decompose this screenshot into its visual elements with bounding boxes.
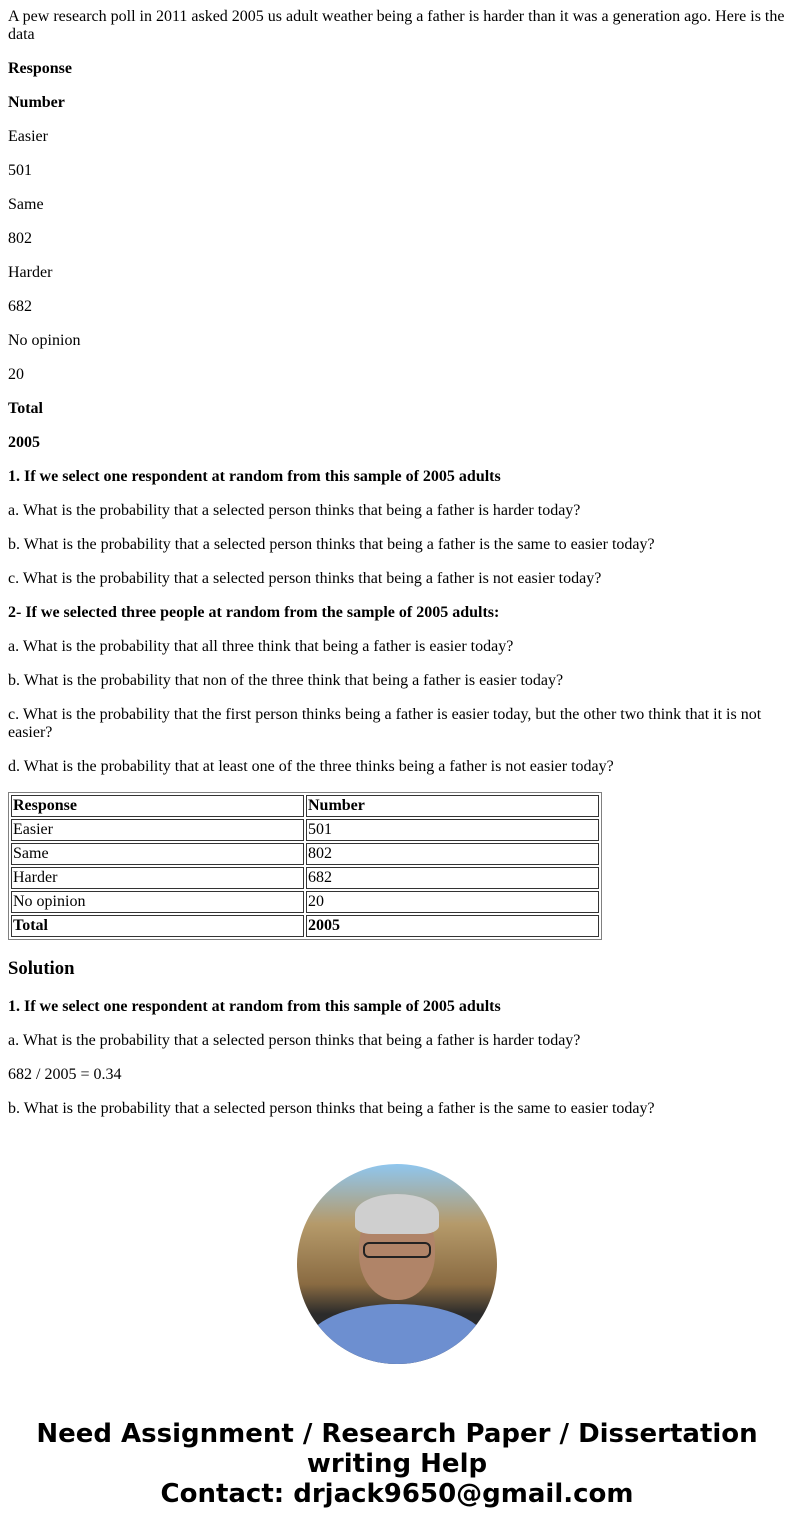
cell: Harder (11, 867, 304, 889)
table-total-row (11, 915, 599, 937)
q2-heading: 2- If we selected three people at random from the sample of 2005 adults: (8, 604, 500, 621)
table-row (11, 843, 599, 865)
list-item: 501 (8, 162, 32, 179)
cell: Same (11, 843, 304, 865)
avatar-glasses (363, 1242, 431, 1258)
q2-c: c. What is the probability that the first person thinks being a father is easier today, but the other two think that it is not easier? (8, 706, 762, 741)
list-item: 20 (8, 366, 24, 383)
table-row (11, 819, 599, 841)
list-item: 802 (8, 230, 32, 247)
avatar-shirt (307, 1304, 487, 1364)
cell: Easier (11, 819, 304, 841)
avatar (297, 1164, 497, 1364)
avatar-hair (355, 1194, 439, 1234)
avatar-container (8, 1164, 786, 1369)
intro-text: A pew research poll in 2011 asked 2005 us adult weather being a father is harder than it was a generation ago. Here is the data (8, 8, 785, 43)
cell: 2005 (308, 917, 340, 934)
solution-title: Solution (8, 958, 75, 979)
cell: 20 (306, 891, 599, 913)
table-row (11, 891, 599, 913)
cell: 501 (306, 819, 599, 841)
cell: 802 (306, 843, 599, 865)
footer-line1: Need Assignment / Research Paper / Dissertation writing Help (36, 1419, 758, 1479)
solution-heading: 1. If we select one respondent at random from this sample of 2005 adults (8, 998, 501, 1015)
solution-a-answer: 682 / 2005 = 0.34 (8, 1066, 122, 1083)
list-item: Easier (8, 128, 48, 145)
q2-a: a. What is the probability that all three think that being a father is easier today? (8, 638, 514, 655)
footer-line2: Contact: drjack9650@gmail.com (160, 1479, 634, 1509)
list-header: Number (8, 94, 65, 111)
response-table (8, 792, 602, 940)
list-item: Same (8, 196, 44, 213)
contact-banner (8, 1419, 786, 1509)
list-item: No opinion (8, 332, 81, 349)
cell: 682 (306, 867, 599, 889)
q1-b: b. What is the probability that a selected person thinks that being a father is the same to easier today? (8, 536, 655, 553)
list-header: Response (8, 60, 73, 77)
list-item: 682 (8, 298, 32, 315)
q1-c: c. What is the probability that a selected person thinks that being a father is not easier today? (8, 570, 602, 587)
solution-b: b. What is the probability that a selected person thinks that being a father is the same to easier today? (8, 1100, 655, 1117)
table-header-row (11, 795, 599, 817)
q2-d: d. What is the probability that at least one of the three thinks being a father is not easier today? (8, 758, 614, 775)
list-item: Harder (8, 264, 53, 281)
table-row (11, 867, 599, 889)
cell: No opinion (11, 891, 304, 913)
cell: Total (13, 917, 48, 934)
list-total: Total (8, 400, 43, 417)
header-cell: Number (308, 797, 365, 814)
solution-a: a. What is the probability that a selected person thinks that being a father is harder today? (8, 1032, 581, 1049)
list-total: 2005 (8, 434, 40, 451)
q2-b: b. What is the probability that non of the three think that being a father is easier today? (8, 672, 564, 689)
q1-heading: 1. If we select one respondent at random from this sample of 2005 adults (8, 468, 501, 485)
q1-a: a. What is the probability that a selected person thinks that being a father is harder today? (8, 502, 581, 519)
header-cell: Response (13, 797, 78, 814)
